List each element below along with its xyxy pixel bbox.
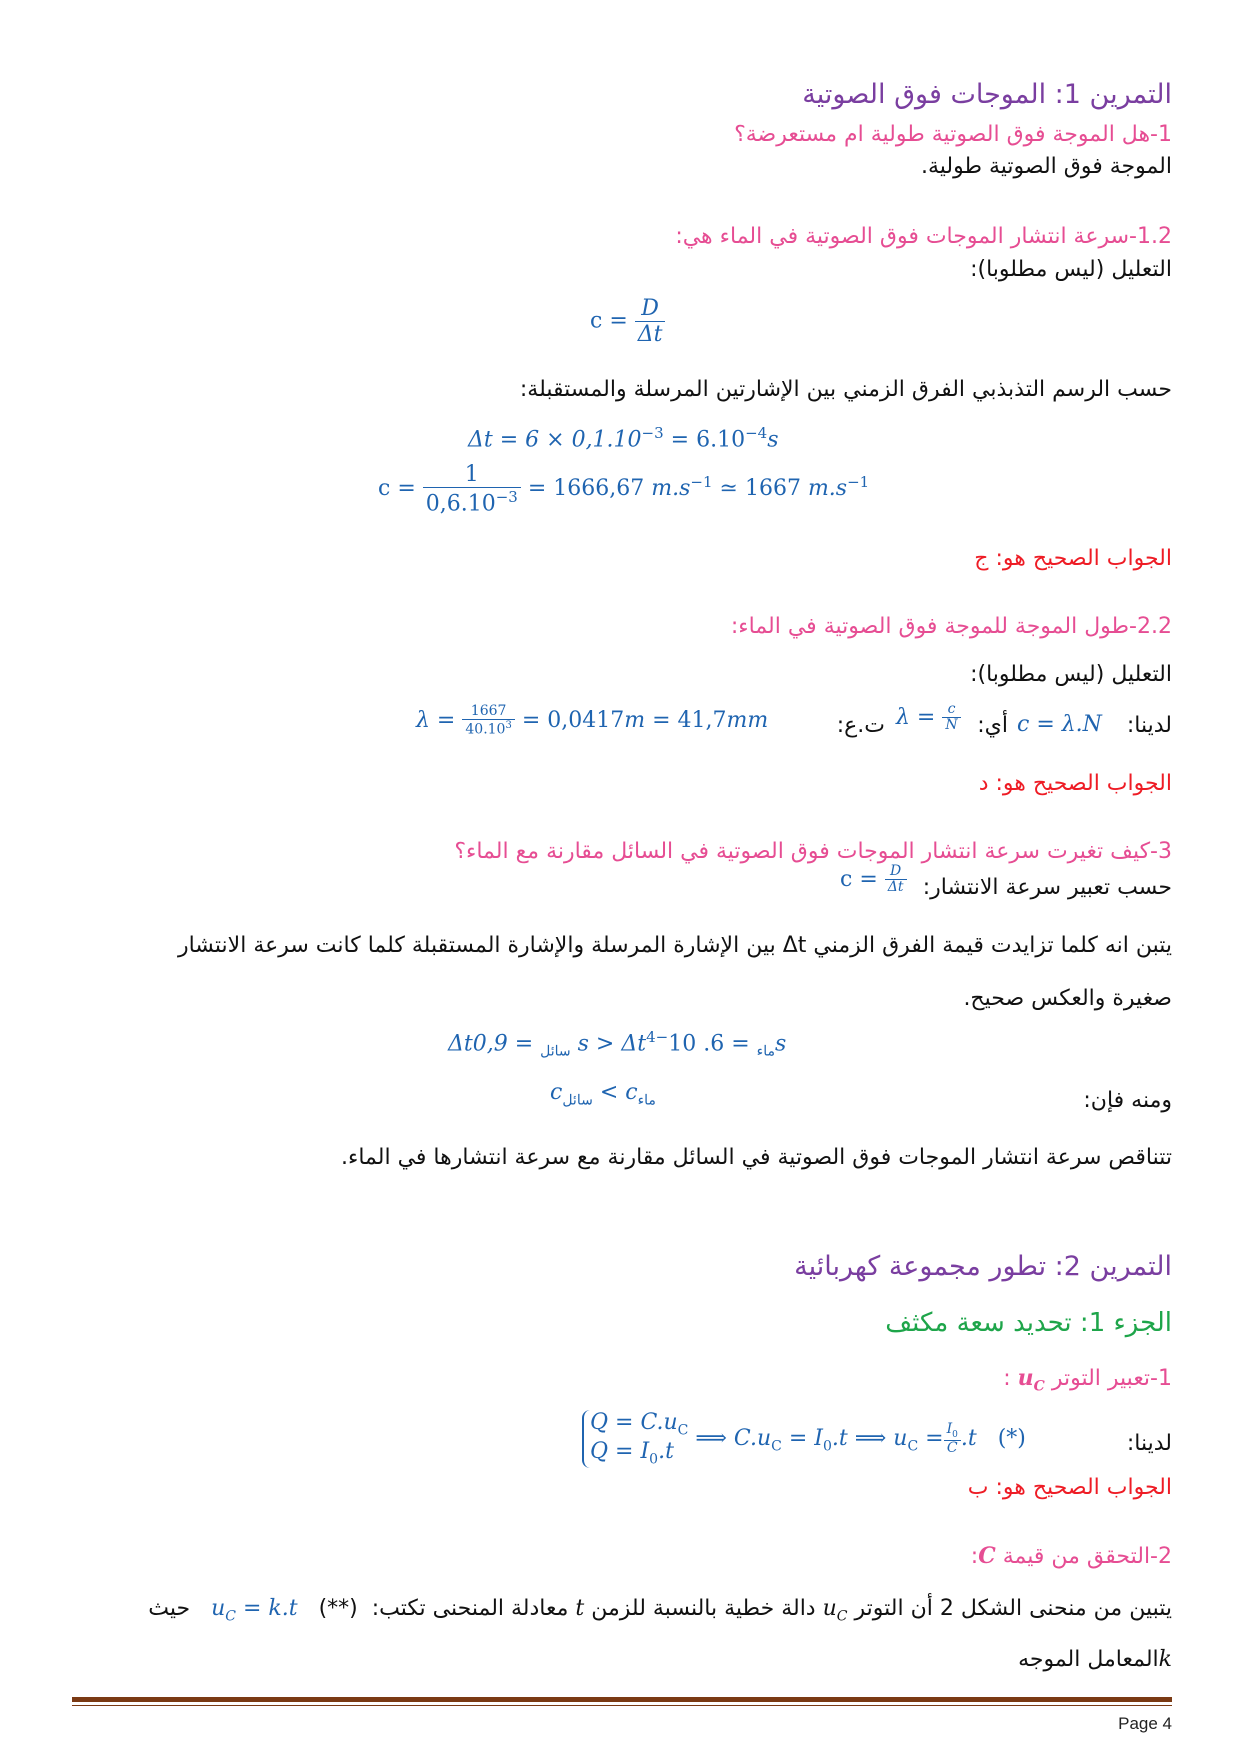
we-have-label: لدينا: xyxy=(1126,713,1172,738)
equation-c-lambda-n: c = λ.N xyxy=(1017,712,1102,737)
slope-description: kالمعامل الموجه xyxy=(1018,1647,1172,1672)
question-2-2: 2.2-طول الموجة للموجة فوق الصوتية في الماء: xyxy=(730,614,1172,639)
equation-lambda-value: λ = $\frac{1667}{40.10^3}$ = 0,0417m = 41,7mm xyxy=(416,703,769,739)
exercise1-title: التمرين 1: الموجات فوق الصوتية xyxy=(802,79,1172,110)
conclusion-text: تتناقص سرعة انتشار الموجات فوق الصوتية في السائل مقارنة مع سرعة انتشارها في الماء. xyxy=(341,1145,1172,1170)
equation-system: $Q = C.u_C$ $Q = I_0.t$ ⟹ $C.u_C = I_0.t$ ⟹ $u_C$ = $\frac{I_0}{C}$ .t (*) xyxy=(582,1410,1026,1468)
answer-1: الموجة فوق الصوتية طولية. xyxy=(920,154,1172,179)
question-3: 3-كيف تغيرت سرعة انتشار الموجات فوق الصوتية في السائل مقارنة مع الماء؟ xyxy=(454,839,1172,864)
we-have-label-2: لدينا: xyxy=(1126,1431,1172,1456)
equation-lambda-definition: λ = $\frac{c}{N}$ xyxy=(896,702,961,734)
explanation-line-2: صغيرة والعكس صحيح. xyxy=(963,986,1172,1011)
question-2-2-c: 2-التحقق من قيمة C: xyxy=(970,1543,1172,1569)
equation-speed-expression: c = $\frac{D}{\Delta t}$ xyxy=(840,864,907,896)
justification-label: التعليل (ليس مطلوبا): xyxy=(970,257,1172,282)
equation-speed-value: c = $\frac{1}{0,6.10^{-3}}$ = 1666,67 $m.s^{-1}$ ≃ 1667 $m.s^{-1}$ xyxy=(378,462,870,517)
equation-speed-comparison: $c_{سائل} < c_{ماء}$ xyxy=(550,1080,656,1109)
meaning-label: أي: xyxy=(977,713,1008,738)
part1-title: الجزء 1: تحديد سعة مكثف xyxy=(885,1308,1172,1338)
footer-rule-thick xyxy=(72,1697,1172,1702)
page-number: Page 4 xyxy=(1118,1714,1172,1733)
question-1-2: 1.2-سرعة انتشار الموجات فوق الصوتية في الماء هي: xyxy=(675,224,1172,249)
equation-speed-definition: c = $\frac{D}{\Delta t}$ xyxy=(590,296,665,347)
answer-2-1: الجواب الصحيح هو: ب xyxy=(967,1475,1172,1500)
footer-rule-thin xyxy=(72,1705,1172,1706)
equation-time-comparison: Δt $_{سائل}$ = 0,9 s > Δt $_{ماء}$ = 6. $10^{-4}$ s xyxy=(448,1028,787,1060)
answer-2-2: الجواب الصحيح هو: د xyxy=(978,771,1172,796)
question-1: 1-هل الموجة فوق الصوتية طولية ام مستعرضة؟ xyxy=(734,122,1172,147)
explanation-line-1: يتبن انه كلما تزايدت قيمة الفرق الزمني Δt بين الإشارة المرسلة والإشارة المستقبلة كلما كانت سرعة الانتشار xyxy=(177,933,1172,958)
curve-description: يتبين من منحنى الشكل 2 أن التوتر $u_C$ دالة خطية بالنسبة للزمن t معادلة المنحنى تكتب: (**) $u_C = k.t$ حيث xyxy=(148,1596,1172,1625)
justification-label-2: التعليل (ليس مطلوبا): xyxy=(970,662,1172,687)
answer-1-2: الجواب الصحيح هو: ج xyxy=(974,546,1172,571)
numeric-application-label: ت.ع: xyxy=(836,713,885,738)
therefore-label: ومنه فإن: xyxy=(1083,1088,1172,1113)
question-2-1: 1-تعبير التوتر $u_C$ : xyxy=(1003,1365,1172,1395)
speed-expression-label: حسب تعبير سرعة الانتشار: xyxy=(922,875,1172,900)
equation-delta-t: $\Delta t = 6 \times 0,1.10^{-3} = 6.10^{-4}s$ xyxy=(468,424,779,453)
exercise2-title: التمرين 2: تطور مجموعة كهربائية xyxy=(794,1251,1172,1282)
oscillogram-text: حسب الرسم التذبذبي الفرق الزمني بين الإشارتين المرسلة والمستقبلة: xyxy=(519,377,1172,402)
